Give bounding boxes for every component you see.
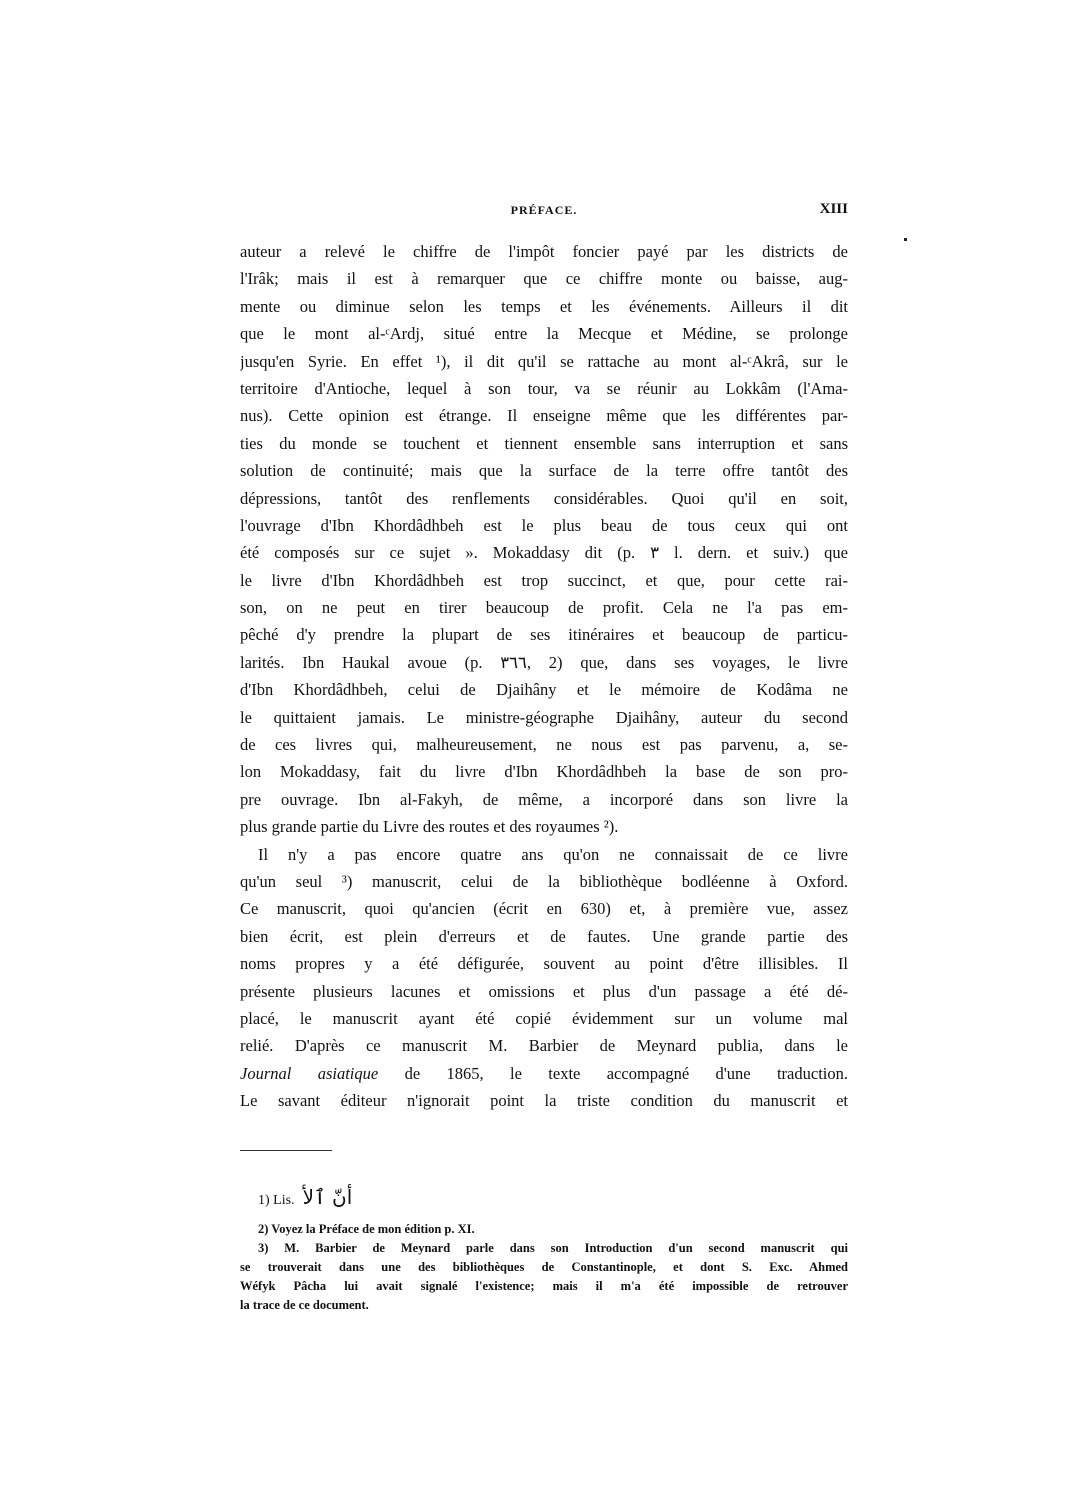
text-line: pre ouvrage. Ibn al-Fakyh, de même, a incorporé dans son livre la (240, 789, 848, 809)
text-line: auteur a relevé le chiffre de l'impôt foncier payé par les districts de (240, 242, 848, 261)
running-title: PRÉFACE. (510, 203, 578, 217)
footnote-line: 3) M. Barbier de Meynard parle dans son Introduction d'un second manuscrit qui (258, 1241, 848, 1255)
text-line: de ces livres qui, malheureusement, ne nous est pas parvenu, a, se- (240, 735, 848, 755)
body-text (240, 238, 848, 1115)
footnote-3 (240, 1239, 848, 1315)
text-line: le quittaient jamais. Le ministre-géographe Djaihâny, auteur du second (240, 707, 848, 727)
running-head (240, 203, 848, 225)
text-line: bien écrit, est plein d'erreurs et de fautes. Une grande partie des (240, 926, 848, 946)
text-line: le livre d'Ibn Khordâdhbeh est trop succinct, et que, pour cette rai- (240, 570, 848, 590)
paragraph-1 (240, 238, 848, 841)
text-line: pêché d'y prendre la plupart de ses itinéraires et beaucoup de particu- (240, 625, 848, 645)
text-line: jusqu'en Syrie. En effet ¹), il dit qu'il se rattache au mont al-ᶜAkrâ, sur le (240, 351, 848, 371)
footnote-line: Wéfyk Pâcha lui avait signalé l'existence; mais il m'a été impossible de retrouver (240, 1279, 848, 1293)
text-line: plus grande partie du Livre des routes et des royaumes ²). (240, 817, 619, 837)
text-line: Ce manuscrit, quoi qu'ancien (écrit en 630) et, à première vue, assez (240, 899, 848, 919)
text-line: Le savant éditeur n'ignorait point la triste condition du manuscrit et (240, 1091, 848, 1111)
text-line: larités. Ibn Haukal avoue (p. ٣٦٦, 2) que, dans ses voyages, le livre (240, 652, 848, 672)
text-line: dépressions, tantôt des renflements considérables. Quoi qu'il en soit, (240, 488, 848, 508)
footnote-2: 2) Voyez la Préface de mon édition p. XI. (258, 1222, 475, 1236)
text-line: présente plusieurs lacunes et omissions et plus d'un passage a été dé- (240, 981, 848, 1001)
text-line: ties du monde se touchent et tiennent ensemble sans interruption et sans (240, 433, 848, 453)
paragraph-2 (240, 841, 848, 1115)
footnote-rule (240, 1150, 332, 1151)
footnote-line: se trouverait dans une des bibliothèques de Constantinople, et dont S. Exc. Ahmed (240, 1260, 848, 1274)
text-line: lon Mokaddasy, fait du livre d'Ibn Khordâdhbeh la base de son pro- (240, 762, 848, 782)
footnotes (240, 1180, 848, 1315)
text-line: Il n'y a pas encore quatre ans qu'on ne connaissait de ce livre (258, 844, 848, 864)
text-line (240, 1060, 848, 1087)
footnote-line: la trace de ce document. (240, 1298, 369, 1312)
text-line: solution de continuité; mais que la surface de la terre offre tantôt des (240, 461, 848, 481)
text-line: territoire d'Antioche, lequel à son tour, va se réunir au Lokkâm (l'Ama- (240, 378, 848, 398)
text-line: l'ouvrage d'Ibn Khordâdhbeh est le plus beau de tous ceux qui ont (240, 515, 848, 535)
text-line: qu'un seul ³) manuscrit, celui de la bibliothèque bodléenne à Oxford. (240, 871, 848, 891)
text-line: mente ou diminue selon les temps et les événements. Ailleurs il dit (240, 296, 848, 316)
footnote-1-label: 1) Lis. (258, 1193, 295, 1208)
page-number: XIII (819, 201, 848, 217)
text-line: placé, le manuscrit ayant été copié évidemment sur un volume mal (240, 1008, 848, 1028)
text-line: d'Ibn Khordâdhbeh, celui de Djaihâny et le mémoire de Kodâma ne (240, 680, 848, 700)
ink-speck (904, 238, 907, 241)
footnote-1-arabic: أنّ ٱلأ (302, 1185, 353, 1209)
text-line: relié. D'après ce manuscrit M. Barbier de Meynard publia, dans le (240, 1036, 848, 1056)
text-line: l'Irâk; mais il est à remarquer que ce chiffre monte ou baisse, aug- (240, 269, 848, 289)
text-line: son, on ne peut en tirer beaucoup de profit. Cela ne l'a pas em- (240, 598, 848, 618)
footnote-1 (240, 1180, 848, 1214)
journal-title: Journal asiatique (240, 1063, 379, 1083)
journal-line-rest: de 1865, le texte accompagné d'une traduction. (378, 1063, 848, 1083)
text-line: nus). Cette opinion est étrange. Il enseigne même que les différentes par- (240, 406, 848, 426)
text-line: été composés sur ce sujet ». Mokaddasy dit (p. ٣ l. dern. et suiv.) que (240, 543, 848, 563)
text-line: noms propres y a été défigurée, souvent au point d'être illisibles. Il (240, 954, 848, 974)
text-line: que le mont al-ᶜArdj, situé entre la Mecque et Médine, se prolonge (240, 324, 848, 344)
